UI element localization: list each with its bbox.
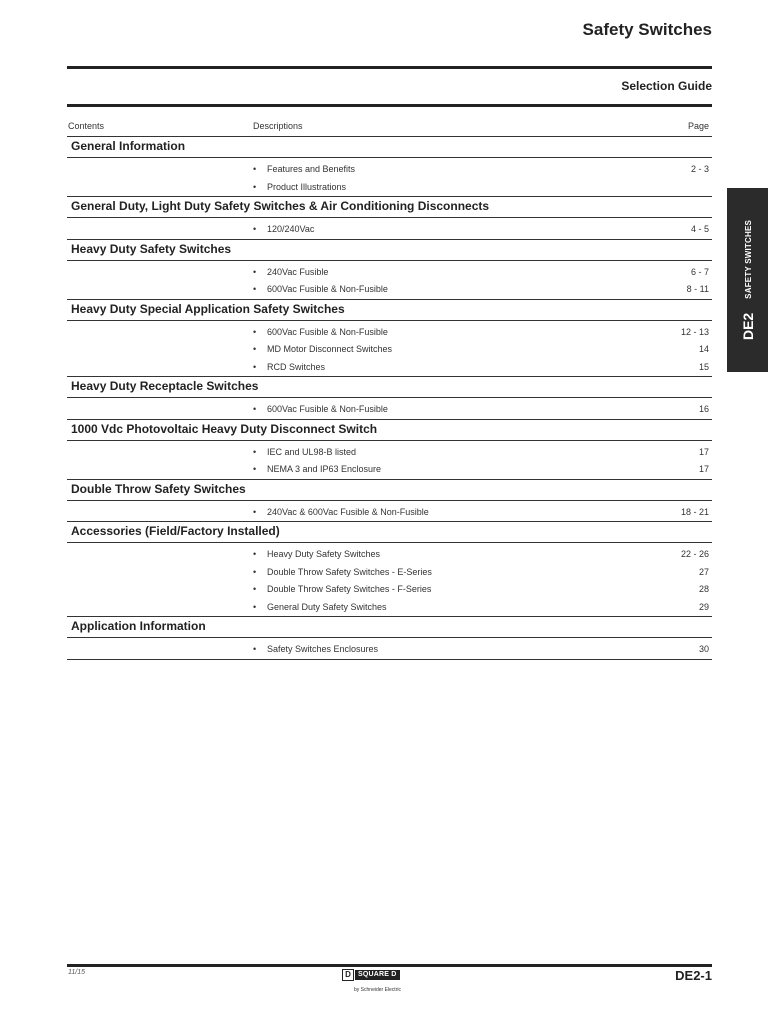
bullet-icon: • — [253, 181, 257, 192]
bullet-icon: • — [253, 446, 257, 457]
item-description: 240Vac Fusible — [267, 266, 329, 277]
header-descriptions: Descriptions — [253, 121, 303, 131]
section-title: 1000 Vdc Photovoltaic Heavy Duty Disconnect Switch — [67, 420, 712, 441]
section-items — [67, 638, 712, 660]
item-description: MD Motor Disconnect Switches — [267, 344, 393, 354]
item-description: 240Vac & 600Vac Fusible & Non-Fusible — [267, 506, 429, 517]
bullet-icon: • — [253, 566, 257, 577]
tab-code: DE2 — [739, 312, 756, 341]
selection-guide-table — [67, 112, 712, 660]
section-title: Heavy Duty Receptacle Switches — [67, 377, 712, 398]
list-item — [67, 460, 712, 478]
item-description: Double Throw Safety Switches - E-Series — [267, 566, 432, 577]
logo-name: SQUARE D — [355, 970, 400, 980]
item-description: IEC and UL98-B listed — [267, 446, 357, 457]
item-description: Heavy Duty Safety Switches — [267, 549, 381, 559]
section-title: Heavy Duty Safety Switches — [67, 240, 712, 261]
list-item — [67, 598, 712, 616]
list-item — [67, 358, 712, 376]
bullet-icon: • — [253, 326, 257, 337]
item-page: 29 — [698, 601, 709, 612]
item-description: Double Throw Safety Switches - F-Series — [267, 584, 432, 594]
list-item — [67, 563, 712, 581]
section-title: Heavy Duty Special Application Safety Switches — [67, 300, 712, 321]
list-item — [67, 503, 712, 521]
item-page: 17 — [698, 464, 709, 474]
item-page: 15 — [698, 361, 709, 372]
section-items — [67, 218, 712, 240]
item-description: NEMA 3 and IP63 Enclosure — [267, 464, 382, 474]
section-title: Application Information — [67, 617, 712, 638]
section-title: General Information — [67, 137, 712, 158]
item-page: 22 - 26 — [680, 549, 709, 559]
bullet-icon: • — [253, 284, 257, 294]
list-item — [67, 220, 712, 238]
item-description: General Duty Safety Switches — [267, 601, 387, 612]
section-items — [67, 543, 712, 617]
list-item — [67, 263, 712, 281]
subtitle-rule — [67, 104, 712, 107]
section-title: General Duty, Light Duty Safety Switches & Air Conditioning Disconnects — [67, 197, 712, 218]
item-page: 17 — [698, 446, 709, 457]
list-item — [67, 280, 712, 298]
item-page: 30 — [698, 644, 709, 654]
bullet-icon: • — [253, 464, 257, 474]
logo-sub: by Schneider Electric — [354, 987, 401, 993]
bullet-icon: • — [253, 549, 257, 559]
footer-page-number: DE2-1 — [675, 968, 712, 983]
list-item — [67, 178, 712, 196]
footer-rule — [67, 964, 712, 967]
list-item — [67, 400, 712, 418]
item-page: 4 - 5 — [690, 224, 709, 234]
footer-date: 11/15 — [68, 969, 85, 976]
item-page: 2 - 3 — [690, 164, 709, 174]
logo-d-icon: D — [342, 969, 354, 981]
header-page: Page — [687, 121, 709, 131]
square-d-logo — [342, 969, 414, 995]
table-header — [67, 112, 712, 137]
bullet-icon: • — [253, 266, 257, 277]
item-page: 28 — [698, 584, 709, 594]
header-rule — [67, 66, 712, 69]
item-page: 16 — [698, 404, 709, 414]
list-item — [67, 443, 712, 461]
section-items — [67, 441, 712, 480]
item-page: 8 - 11 — [686, 284, 709, 294]
page-subtitle: Selection Guide — [621, 79, 712, 93]
bullet-icon: • — [253, 344, 257, 354]
bullet-icon: • — [253, 584, 257, 594]
list-item — [67, 340, 712, 358]
side-tab — [727, 188, 768, 372]
section-items — [67, 398, 712, 420]
item-description: 600Vac Fusible & Non-Fusible — [267, 404, 388, 414]
list-item — [67, 640, 712, 658]
item-page: 18 - 21 — [680, 506, 709, 517]
section-items — [67, 501, 712, 523]
item-description: 600Vac Fusible & Non-Fusible — [267, 326, 388, 337]
section-items — [67, 158, 712, 197]
section-title: Double Throw Safety Switches — [67, 480, 712, 501]
item-page: 6 - 7 — [690, 266, 709, 277]
tab-label: SAFETY SWITCHES — [743, 219, 752, 299]
bullet-icon: • — [253, 164, 257, 174]
section-title: Accessories (Field/Factory Installed) — [67, 522, 712, 543]
item-description: RCD Switches — [267, 361, 326, 372]
list-item — [67, 545, 712, 563]
bullet-icon: • — [253, 601, 257, 612]
header-contents: Contents — [68, 121, 105, 131]
table-body — [67, 137, 712, 660]
item-description: Product Illustrations — [267, 181, 347, 192]
bullet-icon: • — [253, 404, 257, 414]
bullet-icon: • — [253, 644, 257, 654]
list-item — [67, 160, 712, 178]
section-items — [67, 321, 712, 378]
page-title: Safety Switches — [582, 20, 712, 39]
item-description: Features and Benefits — [267, 164, 356, 174]
item-page: 12 - 13 — [680, 326, 709, 337]
section-items — [67, 261, 712, 300]
item-description: Safety Switches Enclosures — [267, 644, 379, 654]
item-description: 600Vac Fusible & Non-Fusible — [267, 284, 388, 294]
item-page: 14 — [698, 344, 709, 354]
item-description: 120/240Vac — [267, 224, 315, 234]
bullet-icon: • — [253, 506, 257, 517]
bullet-icon: • — [253, 361, 257, 372]
item-page: 27 — [698, 566, 709, 577]
bullet-icon: • — [253, 224, 257, 234]
list-item — [67, 323, 712, 341]
list-item — [67, 580, 712, 598]
